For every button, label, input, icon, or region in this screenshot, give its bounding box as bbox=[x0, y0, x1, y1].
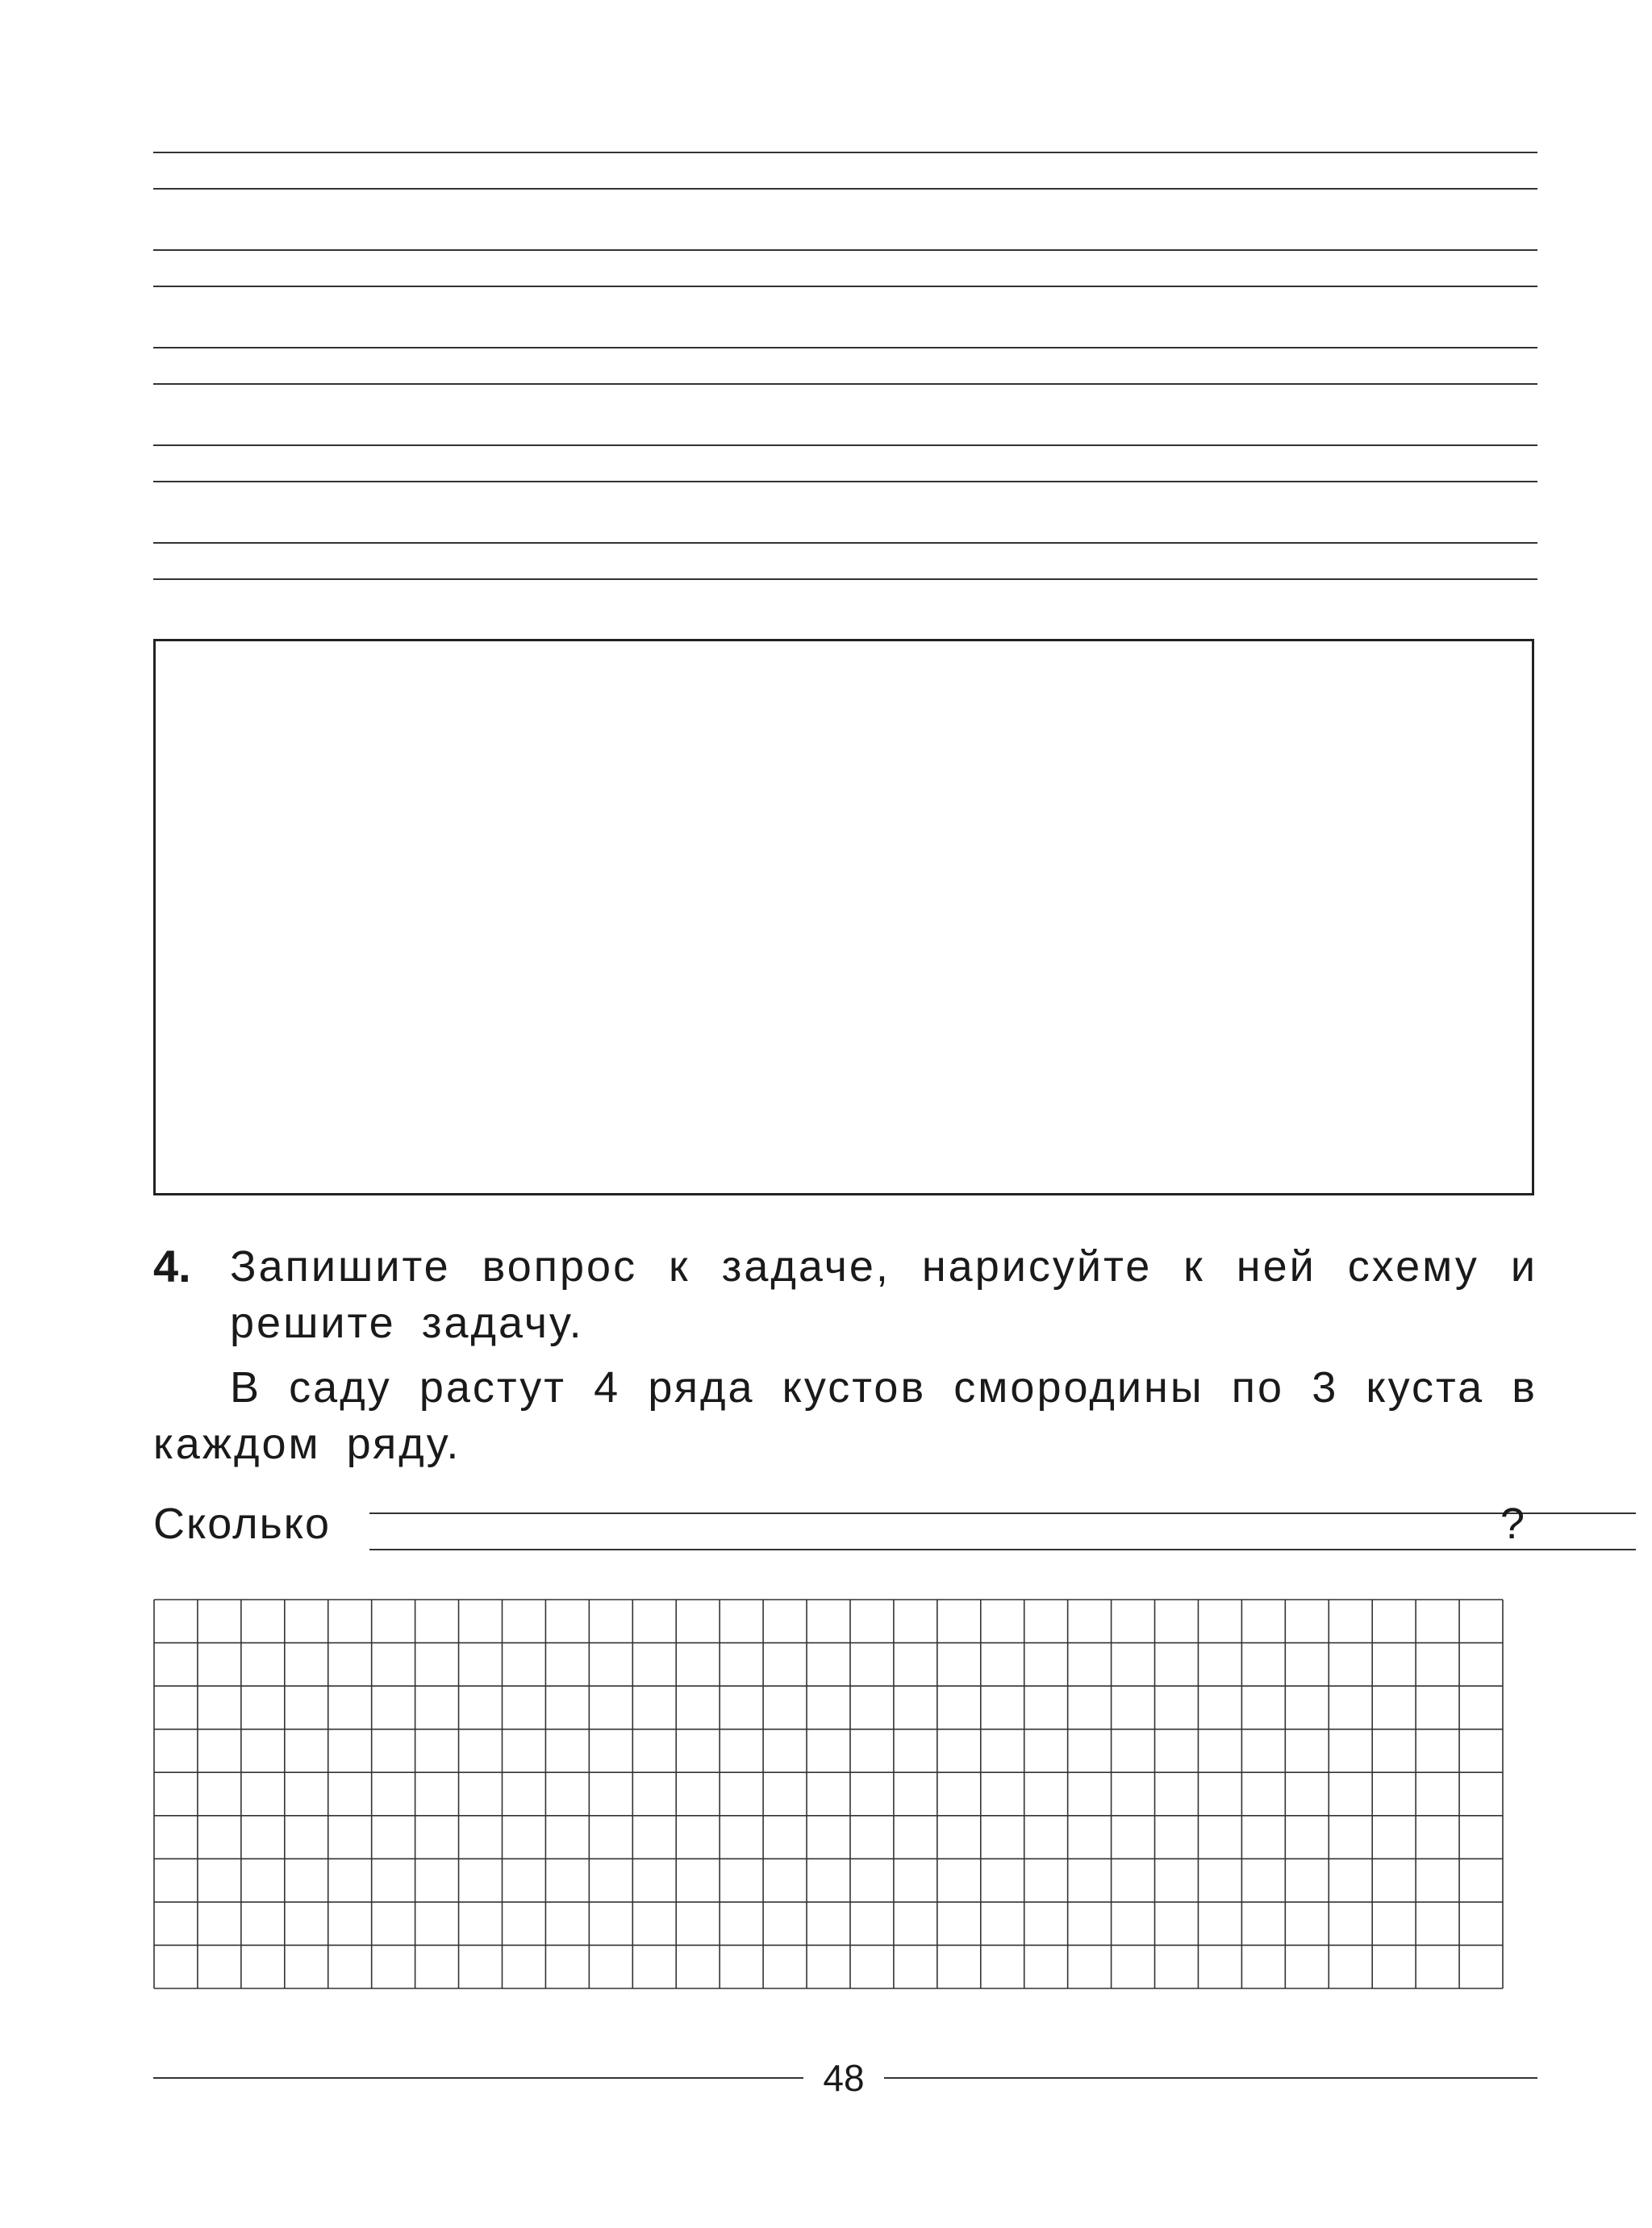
writing-line-pair[interactable] bbox=[153, 249, 1537, 286]
writing-line bbox=[153, 542, 1537, 544]
writing-line bbox=[153, 578, 1537, 580]
footer-rule-right bbox=[884, 2077, 1537, 2079]
writing-line-pair[interactable] bbox=[153, 444, 1537, 482]
question-answer-line[interactable] bbox=[369, 1549, 1636, 1550]
question-word: Сколько bbox=[153, 1500, 331, 1548]
writing-line bbox=[153, 347, 1537, 348]
writing-line bbox=[153, 444, 1537, 446]
writing-line bbox=[153, 249, 1537, 251]
page-number: 48 bbox=[823, 2057, 865, 2099]
writing-line bbox=[153, 286, 1537, 287]
writing-line-pair[interactable] bbox=[153, 152, 1537, 189]
squared-grid[interactable] bbox=[153, 1599, 1504, 1989]
writing-line-pair[interactable] bbox=[153, 347, 1537, 384]
question-row bbox=[153, 1496, 1537, 1560]
drawing-box[interactable] bbox=[153, 639, 1534, 1195]
task-text: В саду растут 4 ряда кустов смородины по 3 куста в каждом ряду. bbox=[153, 1363, 1537, 1468]
writing-line bbox=[153, 188, 1537, 190]
writing-line bbox=[153, 481, 1537, 482]
question-mark: ? bbox=[1500, 1500, 1525, 1548]
footer-rule-left bbox=[153, 2077, 803, 2079]
writing-line-pair[interactable] bbox=[153, 542, 1537, 579]
writing-line bbox=[153, 383, 1537, 385]
task-number: 4. bbox=[153, 1241, 191, 1291]
task-instruction: Запишите вопрос к задаче, нарисуйте к ней схему и решите задачу. bbox=[230, 1242, 1537, 1347]
writing-line bbox=[153, 152, 1537, 153]
question-answer-line[interactable] bbox=[369, 1512, 1636, 1514]
